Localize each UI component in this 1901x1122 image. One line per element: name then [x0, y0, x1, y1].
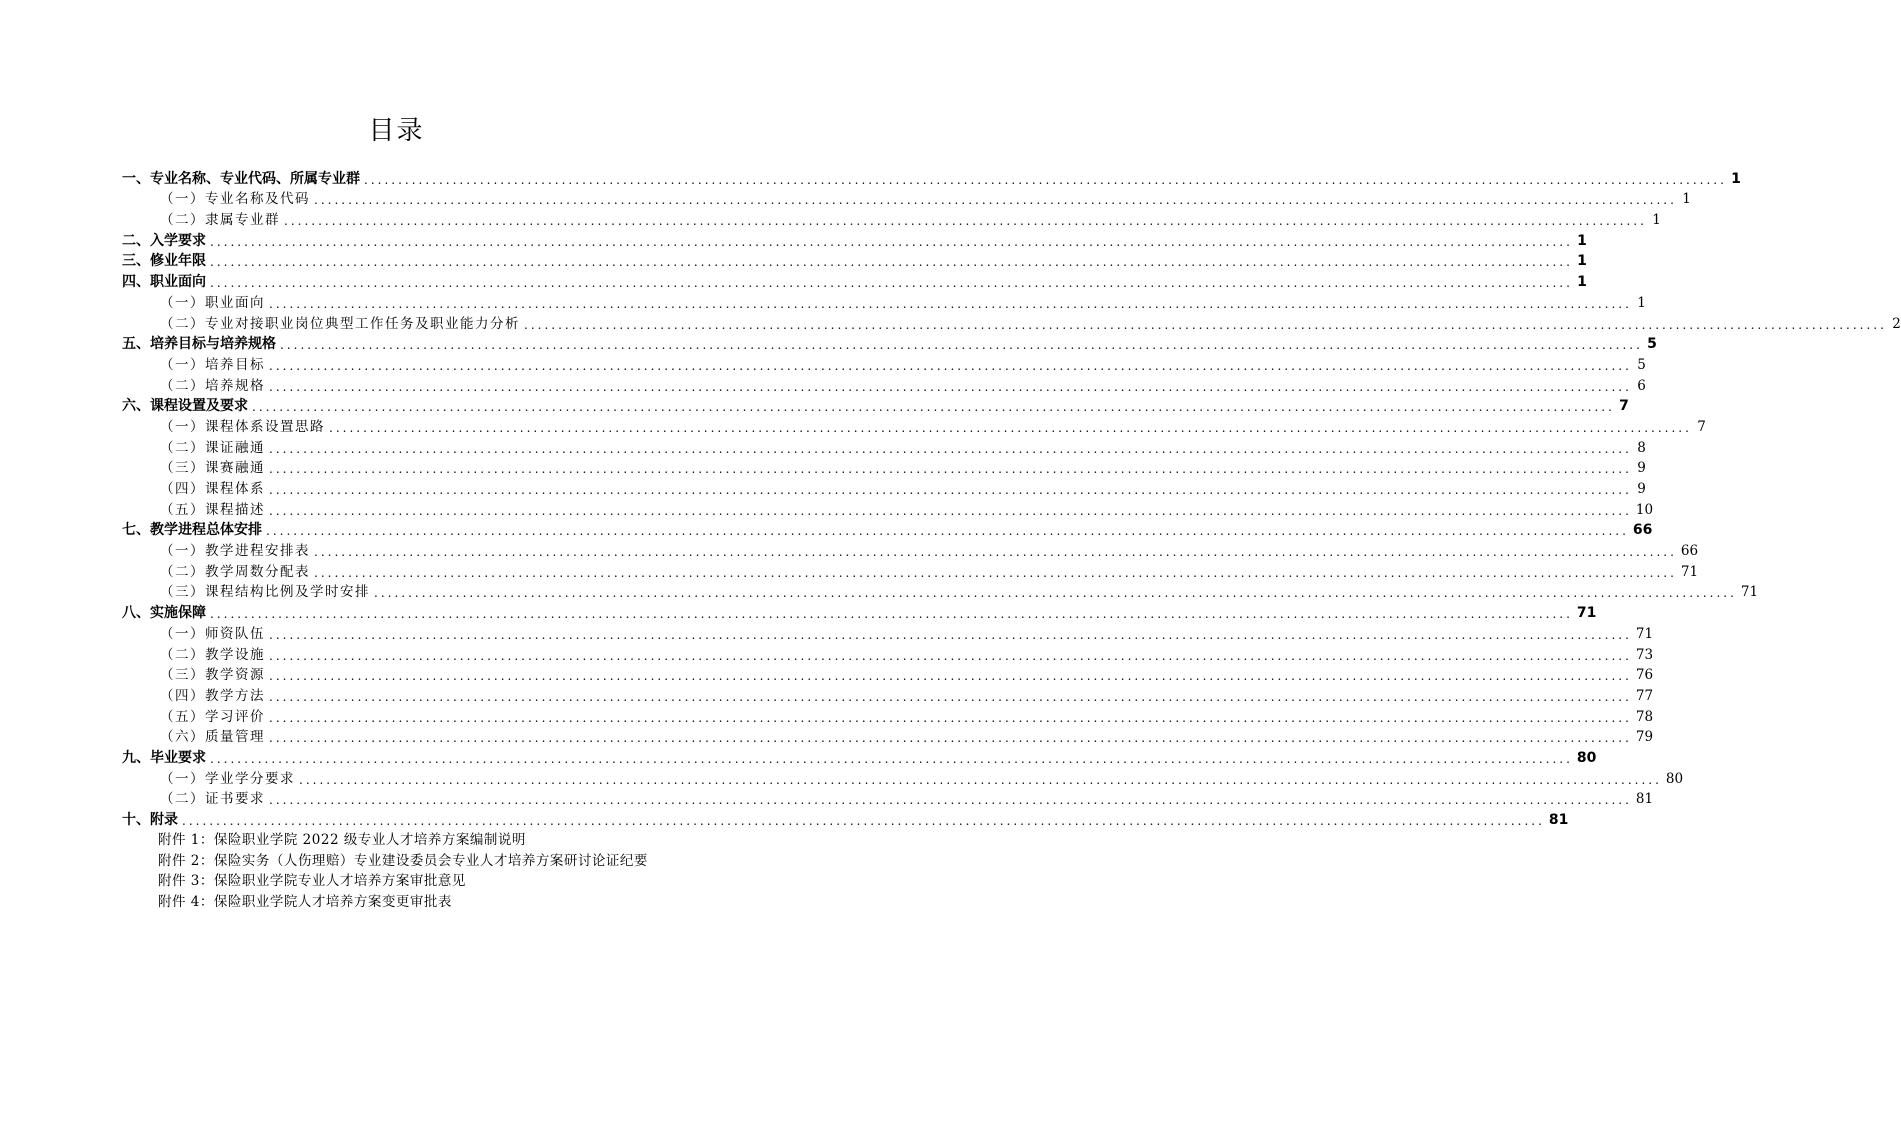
toc-entry-page-number: 80	[1665, 770, 1684, 787]
toc-leader-dots: ........................................................................................................................................................................................................	[210, 751, 1573, 766]
toc-leader-dots: ........................................................................................................................................................................................................	[374, 586, 1737, 601]
toc-entry-page-number: 1	[1731, 170, 1741, 187]
toc-entry-section[interactable]	[122, 561, 1699, 582]
toc-entry-section[interactable]	[122, 540, 1699, 561]
toc-entry-label: 七、教学进程总体安排	[122, 522, 262, 539]
toc-entry-page-number: 7	[1619, 398, 1629, 415]
toc-entry-page-number: 5	[1637, 356, 1646, 373]
toc-entry-chapter[interactable]	[122, 602, 1597, 623]
toc-entry-label: （一）学业学分要求	[160, 770, 295, 787]
toc-entry-page-number: 5	[1647, 336, 1657, 353]
toc-entry-section[interactable]	[122, 768, 1684, 789]
table-of-contents	[122, 168, 1901, 913]
toc-leader-dots: ........................................................................................................................................................................................................	[269, 358, 1632, 373]
toc-entry-label: 八、实施保障	[122, 605, 206, 622]
toc-entry-chapter[interactable]	[122, 271, 1587, 292]
toc-entry-section[interactable]	[122, 499, 1654, 520]
toc-leader-dots: ........................................................................................................................................................................................................	[314, 193, 1677, 208]
toc-entry-section[interactable]	[122, 789, 1654, 810]
toc-entry-label: （五）课程描述	[160, 501, 265, 518]
toc-entry-label: 一、专业名称、专业代码、所属专业群	[122, 170, 360, 187]
toc-entry-page-number: 66	[1632, 522, 1653, 539]
toc-leader-dots: ........................................................................................................................................................................................................	[299, 772, 1662, 787]
toc-entry-page-number: 2	[1892, 315, 1901, 332]
toc-leader-dots: ........................................................................................................................................................................................................	[269, 731, 1632, 746]
toc-entry-label: （一）师资队伍	[160, 625, 265, 642]
toc-leader-dots: ........................................................................................................................................................................................................	[269, 379, 1632, 394]
toc-entry-page-number: 71	[1740, 584, 1759, 601]
toc-leader-dots: ........................................................................................................................................................................................................	[269, 296, 1632, 311]
toc-entry-label: 六、课程设置及要求	[122, 398, 248, 415]
toc-entry-label: 三、修业年限	[122, 253, 206, 270]
toc-entry-section[interactable]	[122, 313, 1901, 334]
toc-leader-dots: ........................................................................................................................................................................................................	[269, 793, 1632, 808]
toc-entry-page-number: 1	[1577, 274, 1587, 291]
toc-entry-label: （二）证书要求	[160, 791, 265, 808]
toc-entry-label: （二）教学周数分配表	[160, 563, 310, 580]
toc-entry-section[interactable]	[122, 478, 1646, 499]
toc-leader-dots: ........................................................................................................................................................................................................	[269, 689, 1632, 704]
toc-entry-chapter[interactable]	[122, 809, 1569, 830]
toc-entry-section[interactable]	[122, 189, 1691, 210]
toc-entry-page-number: 9	[1637, 481, 1646, 497]
toc-entry-label: （三）课程结构比例及学时安排	[160, 584, 370, 601]
toc-leader-dots: ........................................................................................................................................................................................................	[269, 503, 1632, 518]
toc-entry-label: （二）培养规格	[160, 377, 265, 394]
toc-entry-chapter[interactable]	[122, 251, 1587, 272]
toc-entry-label: （一）专业名称及代码	[160, 191, 310, 208]
toc-entry-page-number: 76	[1635, 667, 1654, 684]
toc-entry-label: 二、入学要求	[122, 232, 206, 249]
toc-leader-dots: ........................................................................................................................................................................................................	[284, 214, 1647, 229]
toc-leader-dots: ........................................................................................................................................................................................................	[269, 462, 1632, 477]
toc-entry-chapter[interactable]	[122, 520, 1653, 541]
toc-leader-dots: ........................................................................................................................................................................................................	[280, 338, 1643, 353]
toc-entry-chapter[interactable]	[122, 168, 1741, 189]
toc-entry-label: （二）教学设施	[160, 646, 265, 663]
toc-entry-chapter[interactable]	[122, 230, 1587, 251]
toc-leader-dots: ........................................................................................................................................................................................................	[266, 524, 1629, 539]
toc-entry-page-number: 10	[1635, 501, 1654, 518]
toc-leader-dots: ........................................................................................................................................................................................................	[269, 627, 1632, 642]
toc-entry-label: （三）课赛融通	[160, 460, 265, 477]
appendix-item[interactable]: 附件 1：保险职业学院 2022 级专业人才培养方案编制说明	[158, 832, 526, 848]
toc-entry-page-number: 8	[1637, 439, 1646, 456]
toc-leader-dots: ........................................................................................................................................................................................................	[329, 420, 1692, 435]
toc-entry-section[interactable]	[122, 727, 1654, 748]
toc-leader-dots: ........................................................................................................................................................................................................	[269, 483, 1632, 497]
toc-entry-section[interactable]	[122, 685, 1654, 706]
toc-entry-label: （六）质量管理	[160, 729, 265, 746]
toc-entry-page-number: 66	[1680, 543, 1699, 560]
toc-entry-chapter[interactable]	[122, 396, 1629, 417]
toc-entry-page-number: 71	[1635, 625, 1654, 642]
toc-leader-dots: ........................................................................................................................................................................................................	[210, 234, 1573, 249]
toc-leader-dots: ........................................................................................................................................................................................................	[210, 607, 1573, 622]
appendix-item[interactable]: 附件 4：保险职业学院人才培养方案变更审批表	[158, 894, 452, 911]
toc-entry-page-number: 80	[1576, 749, 1597, 766]
toc-leader-dots: ........................................................................................................................................................................................................	[269, 669, 1632, 684]
toc-leader-dots: ........................................................................................................................................................................................................	[182, 814, 1545, 828]
toc-leader-dots: ........................................................................................................................................................................................................	[252, 400, 1615, 415]
toc-entry-label: （五）学习评价	[160, 708, 265, 725]
toc-entry-page-number: 1	[1682, 191, 1691, 208]
toc-entry-label: （三）教学资源	[160, 667, 265, 684]
toc-entry-label: 四、职业面向	[122, 274, 206, 291]
toc-entry-section[interactable]	[122, 354, 1646, 375]
toc-entry-label: （一）课程体系设置思路	[160, 418, 325, 435]
toc-leader-dots: ........................................................................................................................................................................................................	[210, 276, 1573, 291]
toc-leader-dots: ........................................................................................................................................................................................................	[269, 441, 1632, 456]
page-title: 目录	[368, 116, 425, 146]
toc-entry-section[interactable]	[122, 706, 1654, 727]
toc-leader-dots: ........................................................................................................................................................................................................	[314, 545, 1677, 560]
toc-entry-page-number: 1	[1637, 294, 1646, 311]
toc-entry-section[interactable]	[122, 582, 1759, 603]
toc-entry-page-number: 1	[1577, 253, 1587, 270]
toc-entry-label: （一）培养目标	[160, 356, 265, 373]
toc-entry-page-number: 71	[1576, 605, 1597, 622]
appendix-list	[122, 830, 686, 913]
toc-entry-page-number: 1	[1652, 212, 1661, 229]
toc-leader-dots: ........................................................................................................................................................................................................	[364, 172, 1727, 187]
appendix-item[interactable]: 附件 3：保险职业学院专业人才培养方案审批意见	[158, 873, 466, 890]
toc-entry-section[interactable]	[122, 375, 1646, 396]
toc-leader-dots: ........................................................................................................................................................................................................	[524, 317, 1887, 332]
toc-entry-page-number: 7	[1697, 418, 1706, 435]
toc-entry-page-number: 1	[1577, 232, 1587, 249]
toc-entry-page-number: 73	[1635, 646, 1654, 663]
toc-entry-section[interactable]	[122, 458, 1646, 479]
toc-leader-dots: ........................................................................................................................................................................................................	[314, 565, 1677, 580]
toc-entry-label: （二）课证融通	[160, 439, 265, 456]
toc-entry-section[interactable]	[122, 209, 1661, 230]
toc-entry-label: （四）课程体系	[160, 481, 265, 497]
toc-leader-dots: ........................................................................................................................................................................................................	[210, 255, 1573, 270]
toc-entry-section[interactable]	[122, 623, 1654, 644]
toc-entry-label: （一）职业面向	[160, 294, 265, 311]
toc-entry-chapter[interactable]	[122, 334, 1657, 355]
toc-entry-section[interactable]	[122, 665, 1654, 686]
toc-entry-section[interactable]	[122, 437, 1646, 458]
toc-entry-page-number: 79	[1635, 729, 1654, 746]
toc-entry-chapter[interactable]	[122, 747, 1597, 768]
toc-entry-section[interactable]	[122, 292, 1646, 313]
toc-entry-page-number: 6	[1637, 377, 1646, 394]
toc-entry-label: 十、附录	[122, 812, 178, 828]
toc-entry-page-number: 77	[1635, 687, 1654, 704]
toc-entry-label: （一）教学进程安排表	[160, 543, 310, 560]
toc-leader-dots: ........................................................................................................................................................................................................	[269, 710, 1632, 725]
appendix-item[interactable]: 附件 2：保险实务（人伤理赔）专业建设委员会专业人才培养方案研讨论证纪要	[158, 852, 648, 869]
toc-entry-page-number: 78	[1635, 708, 1654, 725]
toc-entry-label: （二）专业对接职业岗位典型工作任务及职业能力分析	[160, 315, 520, 332]
toc-entry-label: 五、培养目标与培养规格	[122, 336, 276, 353]
toc-entry-label: 九、毕业要求	[122, 749, 206, 766]
toc-entry-page-number: 71	[1680, 563, 1699, 580]
toc-entry-page-number: 81	[1635, 791, 1654, 808]
toc-entry-page-number: 81	[1548, 812, 1569, 828]
toc-entry-page-number: 9	[1637, 460, 1646, 477]
toc-entry-section[interactable]	[122, 644, 1654, 665]
toc-entry-label: （四）教学方法	[160, 687, 265, 704]
toc-entry-section[interactable]	[122, 416, 1706, 437]
toc-leader-dots: ........................................................................................................................................................................................................	[269, 648, 1632, 663]
toc-entry-label: （二）隶属专业群	[160, 212, 280, 229]
